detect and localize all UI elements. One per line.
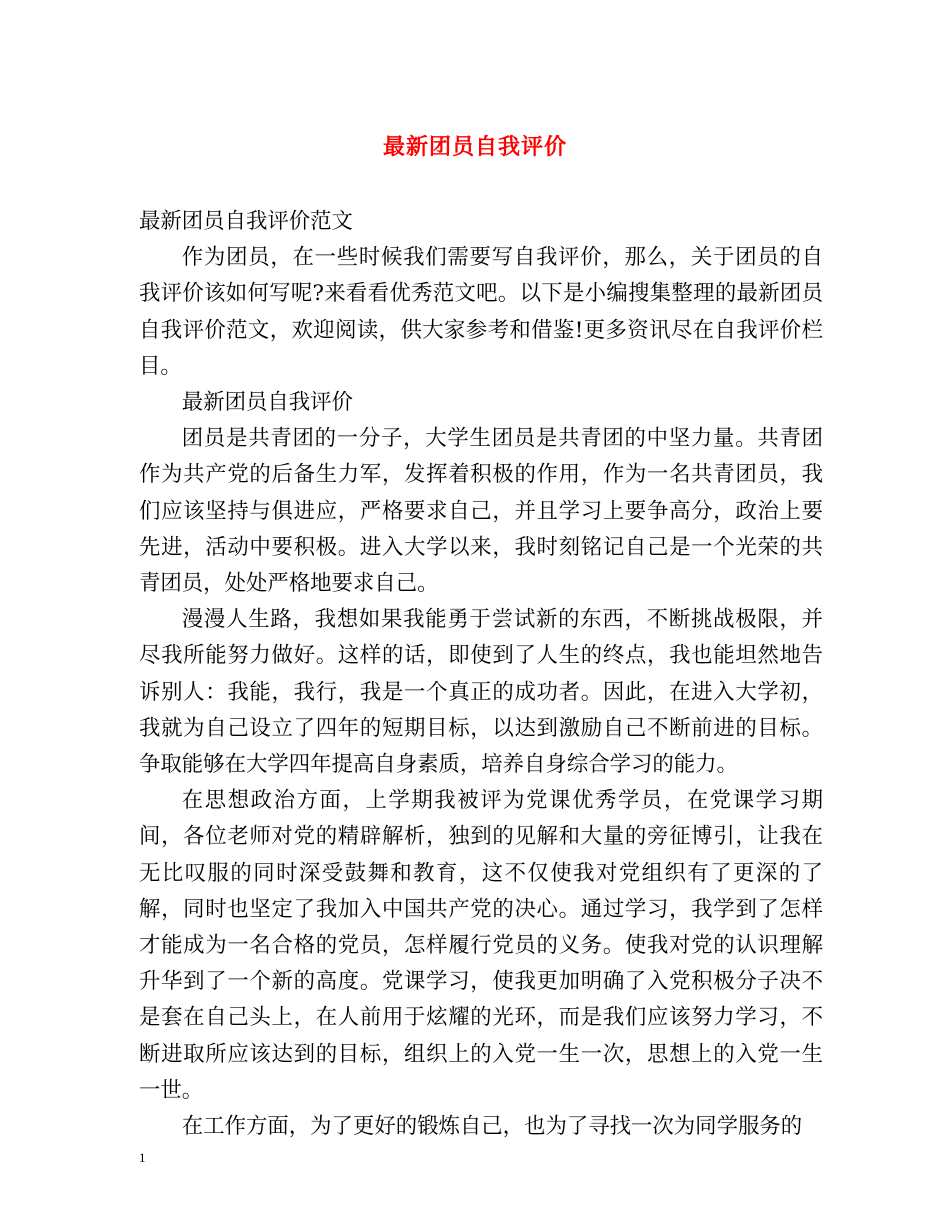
body-paragraph: 在工作方面，为了更好的锻炼自己，也为了寻找一次为同学服务的 xyxy=(181,1114,803,1140)
page-number: 1 xyxy=(139,1150,146,1165)
document-title: 最新团员自我评价 xyxy=(382,134,567,160)
body-paragraph: 在思想政治方面，上学期我被评为党课优秀学员，在党课学习期间，各位老师对党的精辟解析，独到的见解和大量的旁征博引，让我在无比叹服的同时深受鼓舞和教育，这不仅使我对党组织有了更深的了解，同时也坚定了我加入中国共产党的决心。通过学习，我学到了怎样才能成为一名合格的党员，怎样履行党员的义务。使我对党的认识理解升华到了一个新的高度。党课学习，使我更加明确了入党积极分子决不是套在自己头上，在人前用于炫耀的光环，而是我们应该努力学习，不断进取所应该达到的目标，组织上的入党一生一次，思想上的入党一生一世。 xyxy=(139,788,823,1103)
body-paragraph: 团员是共青团的一分子，大学生团员是共青团的中坚力量。共青团作为共产党的后备生力军，发挥着积极的作用，作为一名共青团员，我们应该坚持与俱进应，严格要求自己，并且学习上要争高分，政治上要先进，活动中要积极。进入大学以来，我时刻铭记自己是一个光荣的共青团员，处处严格地要求自己。 xyxy=(139,426,823,597)
document-body xyxy=(139,204,823,1145)
body-paragraph: 漫漫人生路，我想如果我能勇于尝试新的东西，不断挑战极限，并尽我所能努力做好。这样的话，即使到了人生的终点，我也能坦然地告诉别人：我能，我行，我是一个真正的成功者。因此，在进入大学初，我就为自己设立了四年的短期目标，以达到激励自己不断前进的目标。争取能够在大学四年提高自身素质，培养自身综合学习的能力。 xyxy=(139,607,823,778)
subtitle-paragraph: 最新团员自我评价范文 xyxy=(139,209,353,234)
intro-paragraph: 作为团员，在一些时候我们需要写自我评价，那么，关于团员的自我评价该如何写呢?来看看优秀范文吧。以下是小编搜集整理的最新团员自我评价范文，欢迎阅读，供大家参考和借鉴!更多资讯尽在自我评价栏目。 xyxy=(139,245,823,379)
section-heading: 最新团员自我评价 xyxy=(181,390,353,416)
